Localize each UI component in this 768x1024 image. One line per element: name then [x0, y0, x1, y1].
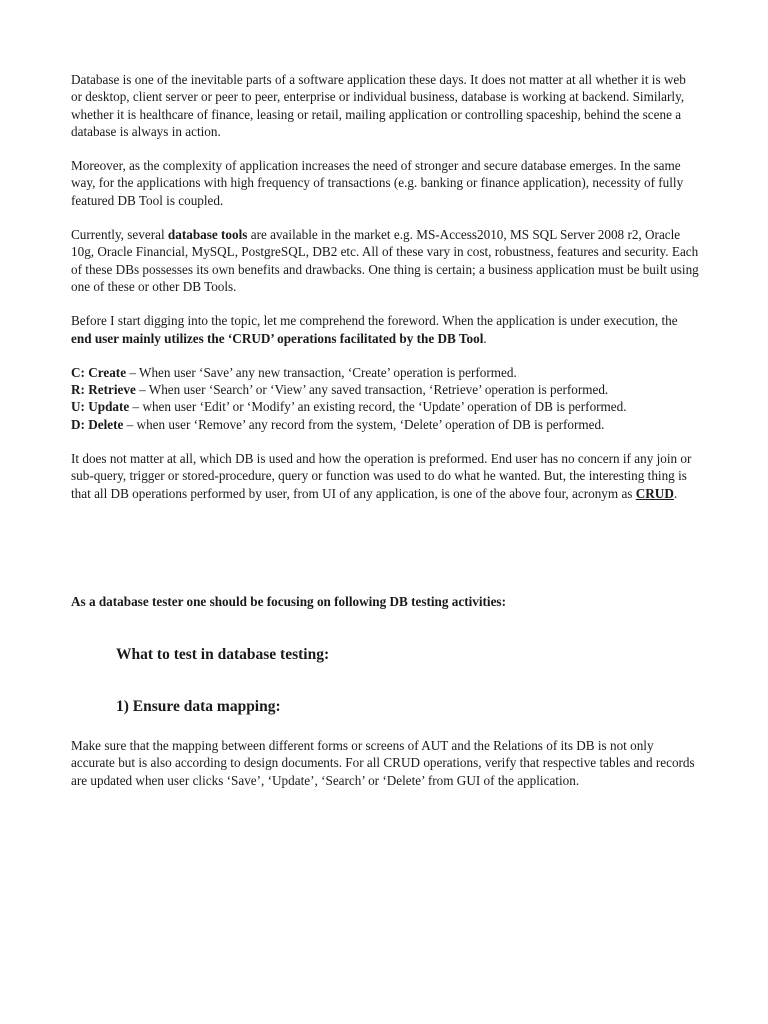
- paragraph-db-tools: [71, 226, 699, 295]
- text-segment: .: [673, 485, 678, 501]
- crud-desc: – When user ‘Search’ or ‘View’ any saved transaction, ‘Retrieve’ operation is performed.: [135, 382, 609, 398]
- crud-desc: – when user ‘Remove’ any record from the system, ‘Delete’ operation of DB is performed.: [123, 416, 605, 432]
- paragraph-crud-intro: [71, 312, 699, 347]
- crud-desc: – When user ‘Save’ any new transaction, ‘Create’ operation is performed.: [126, 364, 517, 380]
- crud-item-update: [71, 398, 699, 415]
- crud-link[interactable]: CRUD: [635, 485, 674, 501]
- text-segment: Currently, several: [71, 227, 168, 243]
- crud-key: D: Delete: [71, 416, 124, 432]
- crud-item-create: [71, 364, 699, 381]
- heading-data-mapping: 1) Ensure data mapping:: [116, 698, 281, 715]
- crud-desc: – when user ‘Edit’ or ‘Modify’ an existing record, the ‘Update’ operation of DB is performed.: [129, 399, 627, 415]
- text-segment: .: [483, 330, 487, 346]
- text-segment: Before I start digging into the topic, let me comprehend the foreword. When the application is under execution, the: [71, 313, 678, 329]
- lead-statement: As a database tester one should be focusing on following DB testing activities:: [71, 594, 506, 609]
- crud-item-delete: [71, 416, 699, 433]
- paragraph-intro: Database is one of the inevitable parts of a software application these days. It does not matter at all whether it is web or desktop, client server or peer to peer, enterprise or individual business, database is working at backend. Similarly, whether it is healthcare of finance, leasing or retail, mailing application or controlling spaceship, behind the scene a database is always in action.: [71, 72, 686, 139]
- heading-what-to-test: What to test in database testing:: [116, 646, 330, 663]
- crud-key: C: Create: [71, 364, 127, 380]
- bold-term-database-tools: database tools: [167, 227, 248, 243]
- document-body: [71, 71, 699, 519]
- paragraph-crud-acronym: [71, 450, 699, 502]
- paragraph-data-mapping: Make sure that the mapping between different forms or screens of AUT and the Relations of its DB is not only accurate but is also according to design documents. For all CRUD operations, verify that respective tables and records are updated when user clicks ‘Save’, ‘Update’, ‘Search’ or ‘Delete’ from GUI of the application.: [71, 738, 695, 788]
- bold-crud-statement: end user mainly utilizes the ‘CRUD’ operations facilitated by the DB Tool: [71, 330, 484, 346]
- crud-key: U: Update: [71, 399, 130, 415]
- crud-item-retrieve: [71, 381, 699, 398]
- crud-key: R: Retrieve: [71, 382, 136, 398]
- text-segment: are available in the market e.g. MS-Access2010, MS SQL Server 2008 r2, Oracle 10g, Oracle Financial, MySQL, PostgreSQL, DB2 etc. All of these vary in cost, robustness, features and security. Each of these DBs possesses its own benefits and drawbacks. One thing is certain; a business application must be built using one of these or other DB Tools.: [71, 227, 699, 294]
- text-segment: It does not matter at all, which DB is used and how the operation is preformed. End user has no concern if any join or sub-query, trigger or stored-procedure, query or function was used to do what he wanted. But, the interesting thing is that all DB operations performed by user, from UI of any application, is one of the above four, acronym as: [71, 451, 692, 501]
- crud-list: [71, 364, 699, 433]
- paragraph-complexity: Moreover, as the complexity of application increases the need of stronger and secure database emerges. In the same way, for the applications with high frequency of transactions (e.g. banking or finance application), necessity of fully featured DB Tool is coupled.: [71, 158, 684, 208]
